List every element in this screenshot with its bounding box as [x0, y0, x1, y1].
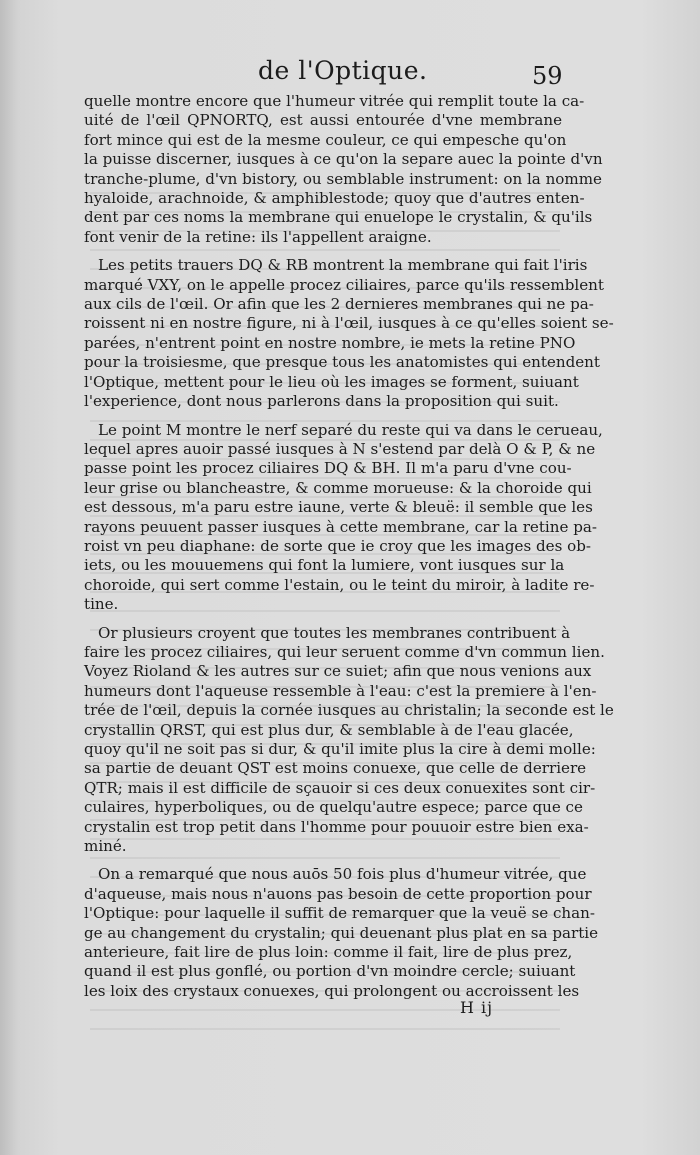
- text-line: QTR; mais il est difficile de sçauoir si ces deux conuexites sont cir-: [84, 778, 596, 797]
- text-line: l'Optique: pour laquelle il suffit de remarquer que la veuë se chan-: [84, 904, 595, 923]
- text-line: culaires, hyperboliques, ou de quelqu'autre espece; parce que ce: [84, 798, 583, 817]
- text-line: Or plusieurs croyent que toutes les membranes contribuent à: [98, 623, 571, 642]
- page-number: 59: [532, 62, 563, 90]
- paragraph: [84, 256, 614, 411]
- paragraph: [84, 92, 603, 247]
- text-line: quoy qu'il ne soit pas si dur, & qu'il imite plus la cire à demi molle:: [84, 740, 596, 758]
- text-line: roissent ni en nostre figure, ni à l'œil, iusques à ce qu'elles soient se-: [84, 314, 614, 333]
- text-line: sa partie de deuant QST est moins conuexe, que celle de derriere: [84, 759, 587, 778]
- text-line: fort mince qui est de la mesme couleur, ce qui empesche qu'on: [84, 130, 567, 149]
- text-line: parées, n'entrent point en nostre nombre, ie mets la retine PNO: [84, 333, 576, 352]
- text-line: miné.: [84, 837, 127, 856]
- text-line: crystalin est trop petit dans l'homme pour pouuoir estre bien exa-: [84, 817, 589, 836]
- running-head: de l'Optique.: [258, 56, 428, 85]
- paragraph: [84, 865, 599, 1001]
- text-line: Voyez Rioland & les autres sur ce suiet; afin que nous venions aux: [84, 662, 592, 681]
- body-text: [84, 92, 614, 1001]
- text-line: quelle montre encore que l'humeur vitrée qui remplit toute la ca-: [84, 92, 585, 110]
- text-line: rayons peuuent passer iusques à cette membrane, car la retine pa-: [84, 517, 597, 536]
- text-line: tranche-plume, d'vn bistory, ou semblable instrument: on la nomme: [84, 169, 602, 188]
- text-line: On a remarqué que nous auōs 50 fois plus d'humeur vitrée, que: [98, 865, 587, 884]
- text-line: leur grise ou blancheastre, & comme morueuse: & la choroide qui: [84, 478, 592, 497]
- text-line: roist vn peu diaphane: de sorte que ie croy que les images des ob-: [84, 536, 591, 555]
- text-line: faire les procez ciliaires, qui leur seruent comme d'vn commun lien.: [84, 642, 605, 661]
- text-line: lequel apres auoir passé iusques à N s'estend par delà O & P, & ne: [84, 439, 596, 458]
- text-line: hyaloide, arachnoide, & amphiblestode; quoy que d'autres enten-: [84, 189, 585, 208]
- text-line: d'aqueuse, mais nous n'auons pas besoin de cette proportion pour: [84, 884, 592, 903]
- text-line: crystallin QRST, qui est plus dur, & semblable à de l'eau glacée,: [84, 720, 574, 739]
- text-line: choroide, qui sert comme l'estain, ou le teint du miroir, à ladite re-: [84, 575, 595, 594]
- text-line: iets, ou les mouuemens qui font la lumiere, vont iusques sur la: [84, 556, 565, 575]
- text-line: la puisse discerner, iusques à ce qu'on la separe auec la pointe d'vn: [84, 150, 603, 169]
- text-line: l'Optique, mettent pour le lieu où les images se forment, suiuant: [84, 372, 579, 391]
- text-line: humeurs dont l'aqueuse ressemble à l'eau: c'est la premiere à l'en-: [84, 681, 597, 700]
- text-line: dent par ces noms la membrane qui enuelope le crystalin, & qu'ils: [84, 208, 593, 227]
- text-line: tine.: [84, 595, 119, 614]
- text-line: ge au changement du crystalin; qui deuenant plus plat en sa partie: [84, 923, 599, 942]
- text-line: aux cils de l'œil. Or afin que les 2 dernieres membranes qui ne pa-: [84, 295, 594, 314]
- text-line: quand il est plus gonflé, ou portion d'vn moindre cercle; suiuant: [84, 962, 576, 981]
- text-line: Les petits trauers DQ & RB montrent la membrane qui fait l'iris: [98, 256, 588, 275]
- text-line: anterieure, fait lire de plus loin: comme il fait, lire de plus prez,: [84, 943, 573, 962]
- paragraph: [84, 420, 603, 615]
- text-line: uité de l'œil QPNORTQ, est aussi entourée d'vne membrane: [84, 111, 562, 130]
- text-line: Le point M montre le nerf separé du reste qui va dans le cerueau,: [98, 420, 603, 439]
- text-line: est dessous, m'a paru estre iaune, verte & bleuë: il semble que les: [84, 498, 593, 517]
- text-line: trée de l'œil, depuis la cornée iusques au christalin; la seconde est le: [84, 701, 614, 720]
- text-line: l'experience, dont nous parlerons dans la proposition qui suit.: [84, 392, 559, 411]
- signature-mark: H ij: [460, 998, 494, 1017]
- text-line: font venir de la retine: ils l'appellent araigne.: [84, 227, 432, 246]
- paragraph: [84, 623, 614, 857]
- text-line: passe point les procez ciliaires DQ & BH. Il m'a paru d'vne cou-: [84, 459, 572, 478]
- text-line: marqué VXY, on le appelle procez ciliaires, parce qu'ils ressemblent: [84, 275, 604, 294]
- text-line: pour la troisiesme, que presque tous les anatomistes qui entendent: [84, 353, 600, 372]
- text-line: les loix des crystaux conuexes, qui prolongent ou accroissent les: [84, 981, 580, 1000]
